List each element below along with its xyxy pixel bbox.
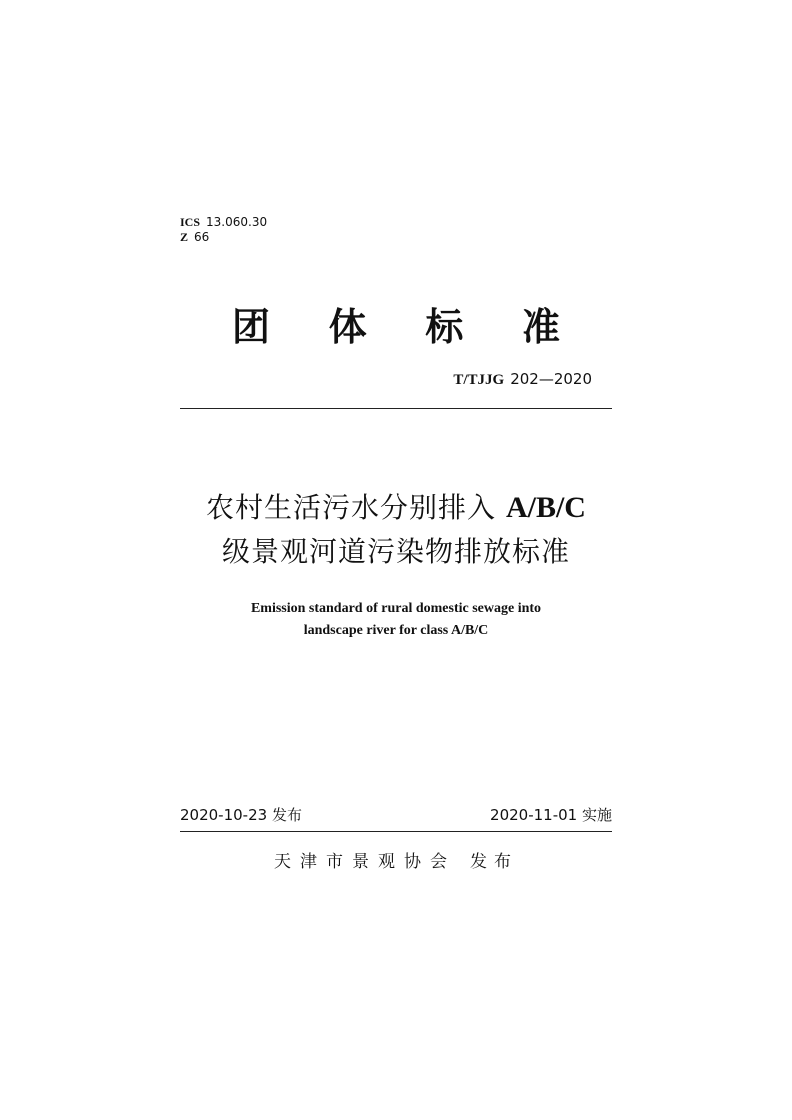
standard-type-heading	[180, 300, 612, 354]
implementation-date: 2020-11-01 实施	[490, 806, 612, 824]
ccs-code: 66	[194, 230, 210, 244]
publisher-line	[0, 850, 792, 874]
standard-type-char: 体	[328, 305, 367, 349]
ics-code: 13.060.30	[206, 215, 268, 229]
chinese-title-line-2: 级景观河道污染物排放标准	[221, 535, 570, 568]
standard-type-char: 团	[232, 305, 271, 349]
standard-code-number: 202—2020	[510, 370, 592, 388]
ccs-line	[180, 230, 267, 245]
english-title	[96, 598, 696, 642]
chinese-title	[96, 486, 696, 574]
issue-date: 2020-10-23 发布	[180, 806, 302, 824]
publisher-action: 发布	[470, 852, 518, 872]
chinese-title-text: 农村生活污水分别排入	[206, 491, 497, 524]
ics-line	[180, 215, 267, 230]
english-title-line-2: landscape river for class A/B/C	[303, 623, 489, 638]
publisher-org: 天津市景观协会	[274, 852, 456, 872]
standard-type-char: 准	[521, 305, 560, 349]
ccs-label: Z	[180, 230, 189, 244]
standard-type-char: 标	[425, 305, 464, 349]
standard-code	[453, 368, 592, 391]
english-title-line-1: Emission standard of rural domestic sewage into	[250, 601, 542, 616]
ics-label: ICS	[180, 215, 201, 229]
chinese-title-class: A/B/C	[505, 491, 586, 524]
chinese-title-line-1	[96, 486, 696, 530]
classification-codes	[180, 215, 267, 245]
bottom-divider	[180, 831, 612, 832]
standard-code-prefix: T/TJJG	[453, 372, 505, 388]
top-divider	[180, 408, 612, 409]
